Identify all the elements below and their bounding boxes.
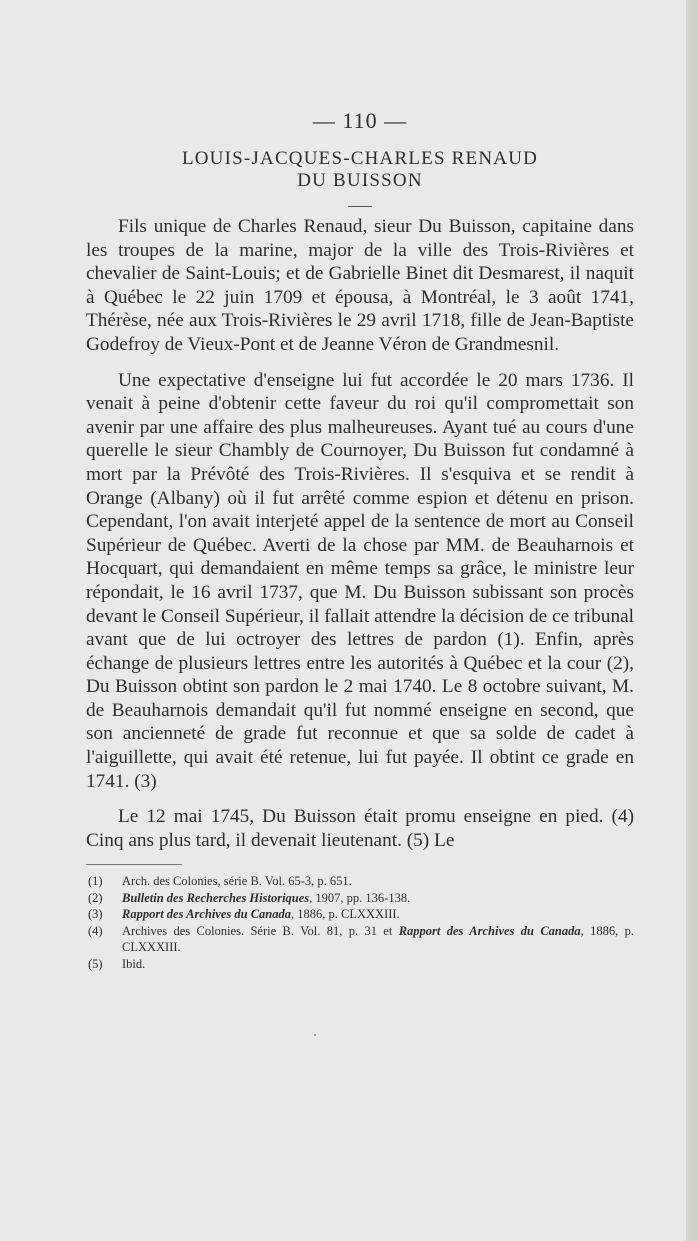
chapter-heading (86, 148, 634, 192)
footnote-text (122, 906, 634, 923)
heading-line-1: LOUIS-JACQUES-CHARLES RENAUD (181, 148, 539, 169)
footnote-number: (2) (88, 890, 103, 905)
footnote-text-part: , 1886, p. CLXXXIII. (291, 907, 400, 922)
footnote-text (122, 873, 634, 890)
paragraph-1: Fils unique de Charles Renaud, sieur Du Buisson, capitaine dans les troupes de la marine, major de la ville des Trois-Rivières et chevalier de Saint-Louis; et de Gabrielle Binet dit Desmarest, il naquit à Québec le 22 juin 1709 et épousa, à Montréal, le 3 août 1741, Thérèse, née aux Trois-Rivières le 29 avril 1718, fille de Jean-Baptiste Godefroy de Vieux-Pont et de Jeanne Véron de Grandmesnil. (86, 216, 634, 355)
footnote-1 (86, 873, 634, 890)
footnote-title: Rapport des Archives du Canada (398, 923, 581, 938)
paragraph-3: Le 12 mai 1745, Du Buisson était promu enseigne en pied. (4) Cinq ans plus tard, il devenait lieutenant. (5) Le (86, 806, 634, 851)
footnotes (86, 873, 634, 972)
footnote-divider (86, 864, 182, 865)
footnote-number: (5) (88, 956, 103, 971)
footnote-text-part: , 1886, p. CLXXXIII. (122, 923, 634, 955)
footnote-2 (86, 890, 634, 907)
footnote-text (122, 956, 634, 973)
heading-line-2: DU BUISSON (297, 170, 423, 191)
footnote-number: (3) (88, 907, 103, 922)
page-content (86, 108, 634, 972)
page-number: — 110 — (312, 108, 408, 133)
footnote-text-part: , 1907, pp. 136-138. (309, 890, 411, 905)
paragraph-2: Une expectative d'enseigne lui fut accordée le 20 mars 1736. Il venait à peine d'obtenir cette faveur du roi qu'il compromettait son avenir par une affaire des plus malheureuses. Ayant tué au cours d'une querelle le sieur Chambly de Cournoyer, Du Buisson fut condamné à mort par la Prévôté des Trois-Rivières. Il s'esquiva et se rendit à Orange (Albany) où il fut arrêté comme espion et détenu en prison. Cependant, l'on avait interjeté appel de la sentence de mort au Conseil Supérieur de Québec. Averti de la chose par MM. de Beauharnois et Hocquart, qui demandaient en même temps sa grâce, le ministre leur répondait, le 16 avril 1737, que M. Du Buisson subissant son procès devant le Conseil Supérieur, il fallait attendre la décision de ce tribunal avant que de lui octroyer des lettres de pardon (1). Enfin, après échange de plusieurs lettres entre les autorités à Québec et la cour (2), Du Buisson obtint son pardon le 2 mai 1740. Le 8 octobre suivant, M. de Beauharnois demandait qu'il fut nommé enseigne en second, que son ancienneté de grade fut reconnue et que sa solde de cadet à l'aiguillette, qui avait été retenue, lui fut payée. Il obtint ce grade en 1741. (3) (86, 369, 634, 792)
footnote-text (122, 890, 634, 907)
page-edge (686, 0, 698, 1241)
footnote-text-part: Archives des Colonies. Série B. Vol. 81, p. 31 et (122, 923, 399, 938)
footnote-text-part: Arch. des Colonies, série B. Vol. 65-3, p. 651. (122, 874, 352, 889)
footnote-title: Rapport des Archives du Canada (122, 907, 292, 922)
heading-divider (348, 206, 372, 207)
footnote-3 (86, 906, 634, 923)
footnote-4 (86, 923, 634, 956)
footnote-title: Bulletin des Recherches Historiques (122, 890, 310, 905)
footnote-5 (86, 956, 634, 973)
footnote-text-part: Ibid. (122, 956, 146, 971)
footnote-text (122, 923, 634, 956)
footnote-number: (4) (88, 923, 103, 938)
footnote-number: (1) (88, 874, 103, 889)
paper-speck (314, 1034, 316, 1036)
